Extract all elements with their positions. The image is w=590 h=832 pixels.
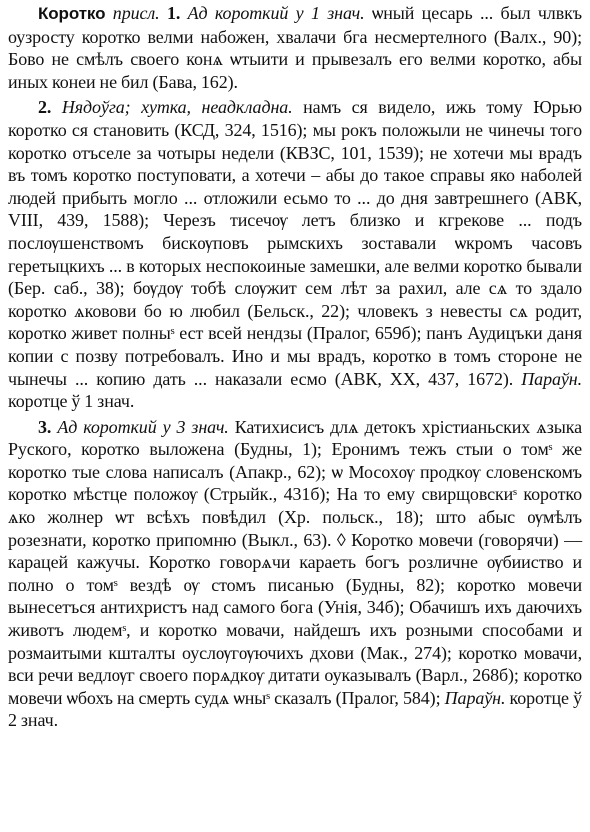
- part-of-speech: присл.: [112, 3, 160, 23]
- cross-reference-label: Параўн.: [444, 687, 506, 708]
- cross-reference-label: Параўн.: [521, 368, 582, 389]
- cross-reference: коротце ў 1 знач.: [8, 391, 135, 412]
- sense-2: [8, 96, 582, 412]
- cross-reference: коротце ў 2 знач.: [8, 687, 582, 731]
- sense-number: 3.: [38, 416, 52, 437]
- sense-number: 2.: [38, 97, 52, 118]
- sense-3: [8, 416, 582, 732]
- sense-citations: ѡный цесарь ... был члвкъ оузросту коротко велми набожен, хвалачи бга несмертелного (Валх., 90); Бово не смѣлъ своего конѧ ѡтыити и прывезалъ его велми коротко, абы иных конеи не бил (Бава, 162).: [8, 3, 582, 92]
- sense-definition: Нядоўга; хутка, неадкладна.: [61, 97, 293, 118]
- headword: Коротко: [38, 4, 106, 23]
- sense-1: [8, 2, 582, 93]
- sense-number: 1.: [166, 3, 181, 23]
- sense-definition: Ад короткий у 3 знач.: [57, 416, 229, 437]
- sense-definition: Ад короткий у 1 знач.: [187, 3, 365, 23]
- sense-citations: Катихисисъ длѧ детокъ хрістианьских ѧзыка Руского, коротко выложена (Будны, 1); Еронимъ тежъ стыи о томˢ же коротко тые слова написалъ (Апакр., 62); ѡ Мосохѹ продкѹ словенскомъ коротко мѣстце положѹ (Стрыйк., 431б); На то ему свирщовскиˢ коротко ѧко жолнер ѡт всѣхъ повѣдил (Хр. польск., 18); што абыс ѹмѣлъ розезнати, коротко припомню (Выкл., 63). ◊ Коротко мовечи (говорячи) — карацей кажучы. Коротко говорѧчи караеть богъ розличне ѹбииство и полно о томˢ вездѣ ѹ стомъ писанью (Будны, 82); коротко мовечи вынесетъся антихристъ над самого бога (Унія, 34б); Обачишъ ихъ даючихъ животъ людемˢ, и коротко мовачи, найдешъ ихъ розными способами и розмаитыми кшталты оуслѹгѹючихъ дхови (Мак., 274); коротко мовачи, вси речи ведлѹг своего порѧдкѹ дитати оуказывалъ (Варл., 268б); коротко мовечи ѡбохъ на смерть судѧ ѡныˢ сказалъ (Пралог, 584);: [8, 416, 582, 708]
- sense-citations: намъ ся видело, ижь тому Юрью коротко ся становить (КСД, 324, 1516); мы рокъ положыли не чинечы того коротко отъселе за чотыры недели (КВЗС, 101, 1539); не хотечи мы врадъ въ томъ коротко поступовати, а хотечи – абы до такое справы яко наболей людей прибыть могло ... отложили есьмо то ... до дня завтрешнего (АВК, VIII, 439, 1588); Черезъ тисечѹ летъ близко и кгрекове ... подъ послѹшенствомъ бискѹповъ рымскихъ зоставали ѡкромъ часовъ геретыцкихъ ... в которых неспокоиные замешки, але велми коротко бывали (Бер. саб., 38); бѹдѹ тобѣ слѹжит сем лѣт за рахил, але сѧ то здало коротко ѧковови бо ю любил (Бельск., 22); чловекъ з невесты сѧ родит, коротко живет полныˢ ест всей нендзы (Пралог, 659б); панъ Аудицъки даня копии с позву потребовалъ. Ино и мы врадъ, коротко в томъ стороне не чынечы ... копию дать ... наказали есмо (АВК, XX, 437, 1672).: [8, 97, 582, 389]
